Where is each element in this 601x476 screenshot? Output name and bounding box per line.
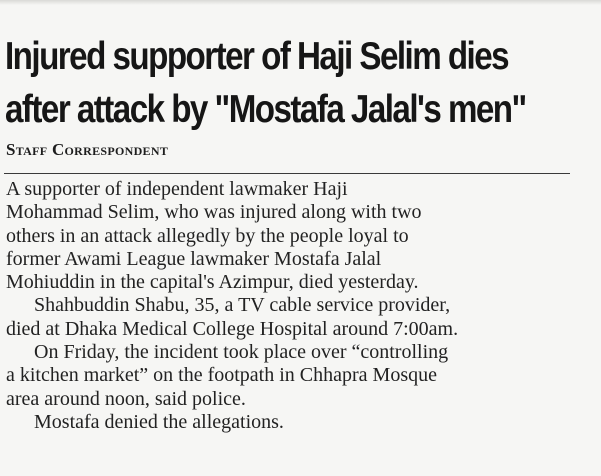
body-line: Mohiuddin in the capital's Azimpur, died yesterday. bbox=[6, 271, 419, 294]
body-line: a kitchen market” on the footpath in Chhapra Mosque bbox=[6, 364, 437, 387]
body-line: area around noon, said police. bbox=[6, 387, 246, 410]
headline-line-1: Injured supporter of Haji Selim dies bbox=[5, 35, 509, 78]
headline-line-2: after attack by "Mostafa Jalal's men" bbox=[5, 88, 526, 131]
body-line: On Friday, the incident took place over “controlling bbox=[34, 341, 449, 364]
body-line: Mohammad Selim, who was injured along with two bbox=[6, 201, 422, 224]
article-body bbox=[6, 178, 581, 434]
body-line: Shahbuddin Shabu, 35, a TV cable service provider, bbox=[34, 294, 451, 317]
body-line: others in an attack allegedly by the people loyal to bbox=[6, 224, 409, 247]
body-line: died at Dhaka Medical College Hospital around 7:00am. bbox=[6, 317, 459, 340]
body-line: A supporter of independent lawmaker Haji bbox=[6, 178, 348, 200]
body-line: Mostafa denied the allegations. bbox=[34, 410, 284, 433]
byline-divider bbox=[4, 173, 570, 174]
body-line: former Awami League lawmaker Mostafa Jalal bbox=[6, 247, 382, 270]
top-border bbox=[0, 0, 601, 5]
article-headline bbox=[5, 30, 526, 136]
byline: Staff Correspondent bbox=[6, 140, 169, 159]
